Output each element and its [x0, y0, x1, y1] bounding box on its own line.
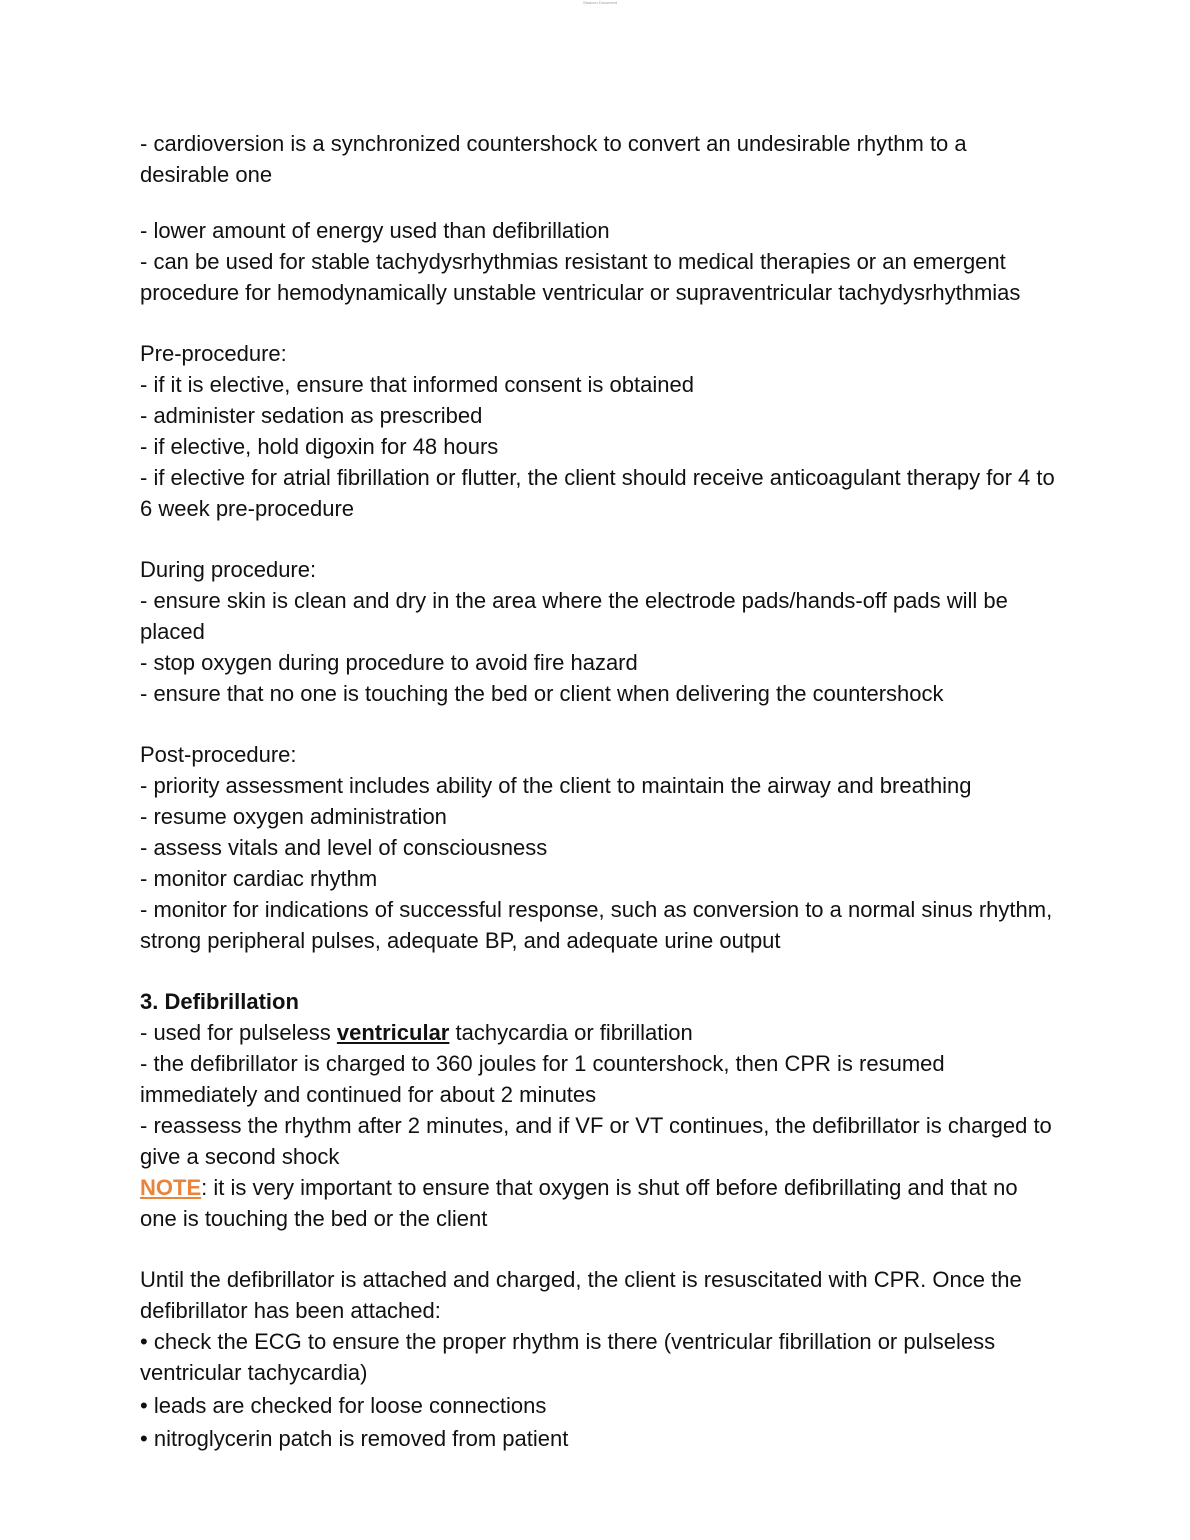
bullet-dot-icon: •	[140, 1329, 148, 1354]
defib-item: - the defibrillator is charged to 360 joules for 1 countershock, then CPR is resumed immediately and continued for about 2 minutes	[140, 1051, 945, 1107]
defib-item: - reassess the rhythm after 2 minutes, and if VF or VT continues, the defibrillator is charged to give a second shock	[140, 1113, 1052, 1169]
post-item: - resume oxygen administration	[140, 804, 447, 829]
bullet-text: nitroglycerin patch is removed from patient	[153, 1426, 569, 1451]
during-item: - stop oxygen during procedure to avoid fire hazard	[140, 650, 638, 675]
post-procedure-heading: Post-procedure:	[140, 742, 297, 767]
defib-first-post: tachycardia or fibrillation	[449, 1020, 693, 1045]
until-paragraph: Until the defibrillator is attached and charged, the client is resuscitated with CPR. Once the defibrillator has been attached:	[140, 1267, 1022, 1323]
pre-procedure-heading: Pre-procedure:	[140, 341, 287, 366]
bullet-item	[140, 1423, 1055, 1454]
defib-first-pre: - used for pulseless	[140, 1020, 337, 1045]
during-item: - ensure that no one is touching the bed or client when delivering the countershock	[140, 681, 944, 706]
bullet-text: leads are checked for loose connections	[153, 1393, 547, 1418]
bullet-dot-icon: •	[140, 1393, 148, 1418]
post-item: - assess vitals and level of consciousness	[140, 835, 548, 860]
bullet-item	[140, 1326, 1055, 1388]
note-text: : it is very important to ensure that oxygen is shut off before defibrillating and that no one is touching the bed or the client	[140, 1175, 1018, 1231]
post-item: - monitor cardiac rhythm	[140, 866, 378, 891]
pre-item: - administer sedation as prescribed	[140, 403, 483, 428]
during-item: - ensure skin is clean and dry in the area where the electrode pads/hands-off pads will be placed	[140, 588, 1008, 644]
during-procedure-heading: During procedure:	[140, 557, 317, 582]
note-label: NOTE	[140, 1175, 202, 1200]
intro-line-1: - cardioversion is a synchronized countershock to convert an undesirable rhythm to a desirable one	[140, 131, 967, 187]
post-item: - monitor for indications of successful response, such as conversion to a normal sinus rhythm, strong peripheral pulses, adequate BP, and adequate urine output	[140, 897, 1053, 953]
note-line	[140, 1172, 1055, 1234]
post-item: - priority assessment includes ability of the client to maintain the airway and breathing	[140, 773, 972, 798]
header-watermark: Studocu Document	[583, 0, 618, 5]
bullet-item	[140, 1390, 1055, 1421]
intro-line-3: - can be used for stable tachydysrhythmias resistant to medical therapies or an emergent procedure for hemodynamically unstable ventricular or supraventricular tachydysrhythmias	[140, 249, 1021, 305]
pre-item: - if elective for atrial fibrillation or flutter, the client should receive anticoagulant therapy for 4 to 6 week pre-procedure	[140, 465, 1055, 521]
intro-line-2: - lower amount of energy used than defibrillation	[140, 218, 610, 243]
pre-item: - if elective, hold digoxin for 48 hours	[140, 434, 499, 459]
pre-item: - if it is elective, ensure that informed consent is obtained	[140, 372, 694, 397]
defib-first-emphasis: ventricular	[336, 1020, 450, 1045]
defib-item-first	[140, 1017, 1055, 1048]
document-body	[140, 128, 1055, 1454]
bullet-dot-icon: •	[140, 1426, 148, 1451]
defibrillation-heading: 3. Defibrillation	[140, 989, 299, 1014]
bullet-text: check the ECG to ensure the proper rhythm is there (ventricular fibrillation or pulseless ventricular tachycardia)	[140, 1329, 996, 1385]
